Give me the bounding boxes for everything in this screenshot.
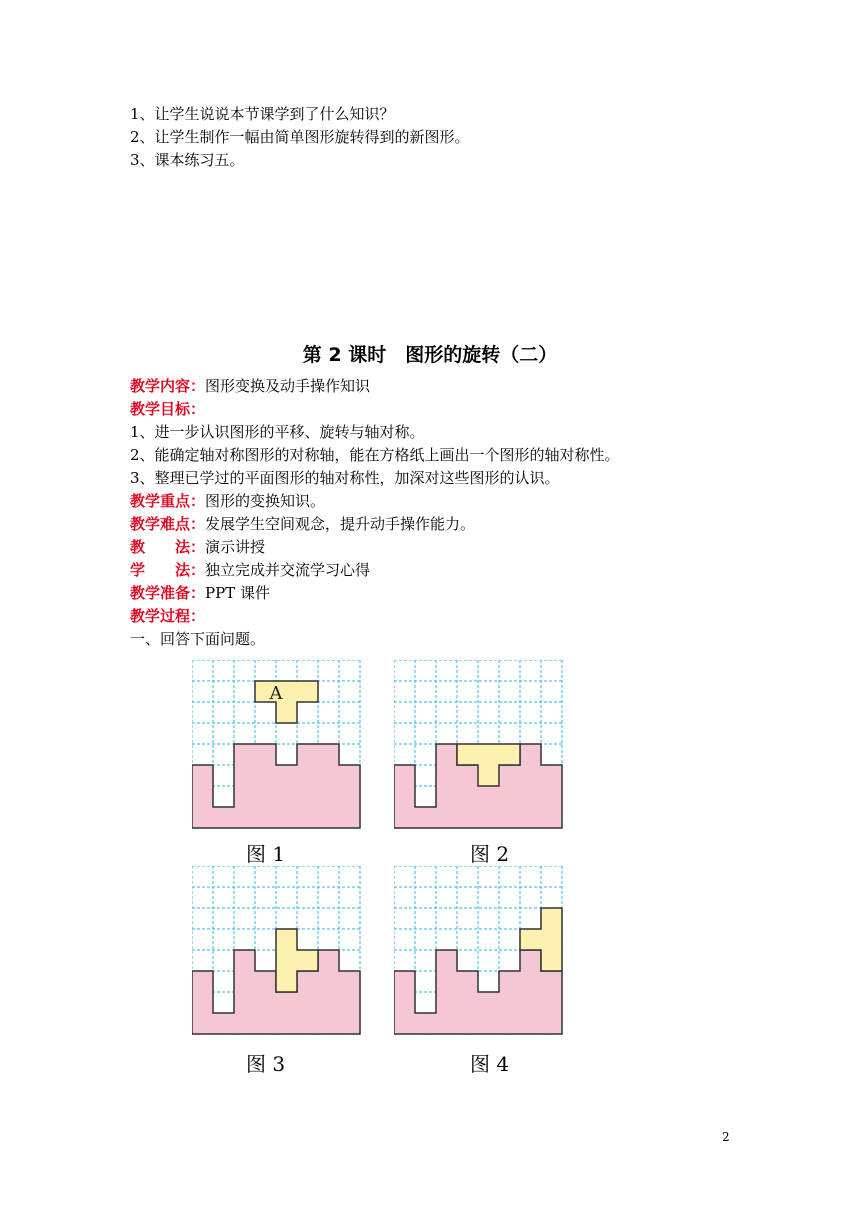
difficulty-value: 发展学生空间观念，提升动手操作能力。 (205, 515, 476, 533)
goal-3: 3、整理已学过的平面图形的轴对称性，加深对这些图形的认识。 (130, 469, 560, 487)
figure-1-piece-a (255, 681, 318, 723)
learn-method-value: 独立完成并交流学习心得 (205, 561, 371, 579)
figure-1-caption: 图 1 (246, 842, 286, 866)
teach-method-label: 教 法： (130, 538, 206, 556)
summary-item-1: 1、让学生说说本节课学到了什么知识？ (130, 105, 395, 123)
figure-4-caption: 图 4 (470, 1052, 510, 1076)
summary-item-2: 2、让学生制作一幅由简单图形旋转得到的新图形。 (130, 128, 470, 146)
teach-method-row (130, 536, 265, 558)
summary-item-3: 3、课本练习五。 (130, 151, 245, 169)
process-row (130, 605, 205, 627)
figure-3-caption: 图 3 (246, 1052, 286, 1076)
difficulty-label: 教学难点： (130, 515, 206, 533)
prep-label: 教学准备： (130, 584, 206, 602)
figure-1-letter: A (269, 683, 283, 704)
content-row (130, 375, 370, 397)
page-number: 2 (722, 1130, 730, 1144)
teach-method-value: 演示讲授 (205, 538, 266, 556)
goal-1: 1、进一步认识图形的平移、旋转与轴对称。 (130, 423, 425, 441)
key-row (130, 490, 325, 512)
learn-method-label: 学 法： (130, 561, 206, 579)
content-label: 教学内容： (130, 377, 206, 395)
lesson-title: 第 2 课时 图形的旋转（二） (302, 344, 558, 366)
goals-row (130, 398, 205, 420)
learn-method-row (130, 559, 370, 581)
step-1: 一、回答下面问题。 (130, 630, 266, 648)
goals-label: 教学目标： (130, 400, 206, 418)
figure-2-caption: 图 2 (470, 842, 510, 866)
key-value: 图形的变换知识。 (205, 492, 326, 510)
content-value: 图形变换及动手操作知识 (205, 377, 371, 395)
figure-2 (394, 660, 564, 830)
figure-4 (394, 866, 564, 1036)
key-label: 教学重点： (130, 492, 206, 510)
difficulty-row (130, 513, 475, 535)
prep-row (130, 582, 270, 604)
figure-3 (192, 866, 362, 1036)
process-label: 教学过程： (130, 607, 206, 625)
goal-2: 2、能确定轴对称图形的对称轴，能在方格纸上画出一个图形的轴对称性。 (130, 446, 620, 464)
figure-1 (192, 660, 362, 830)
prep-value: PPT 课件 (205, 584, 270, 602)
